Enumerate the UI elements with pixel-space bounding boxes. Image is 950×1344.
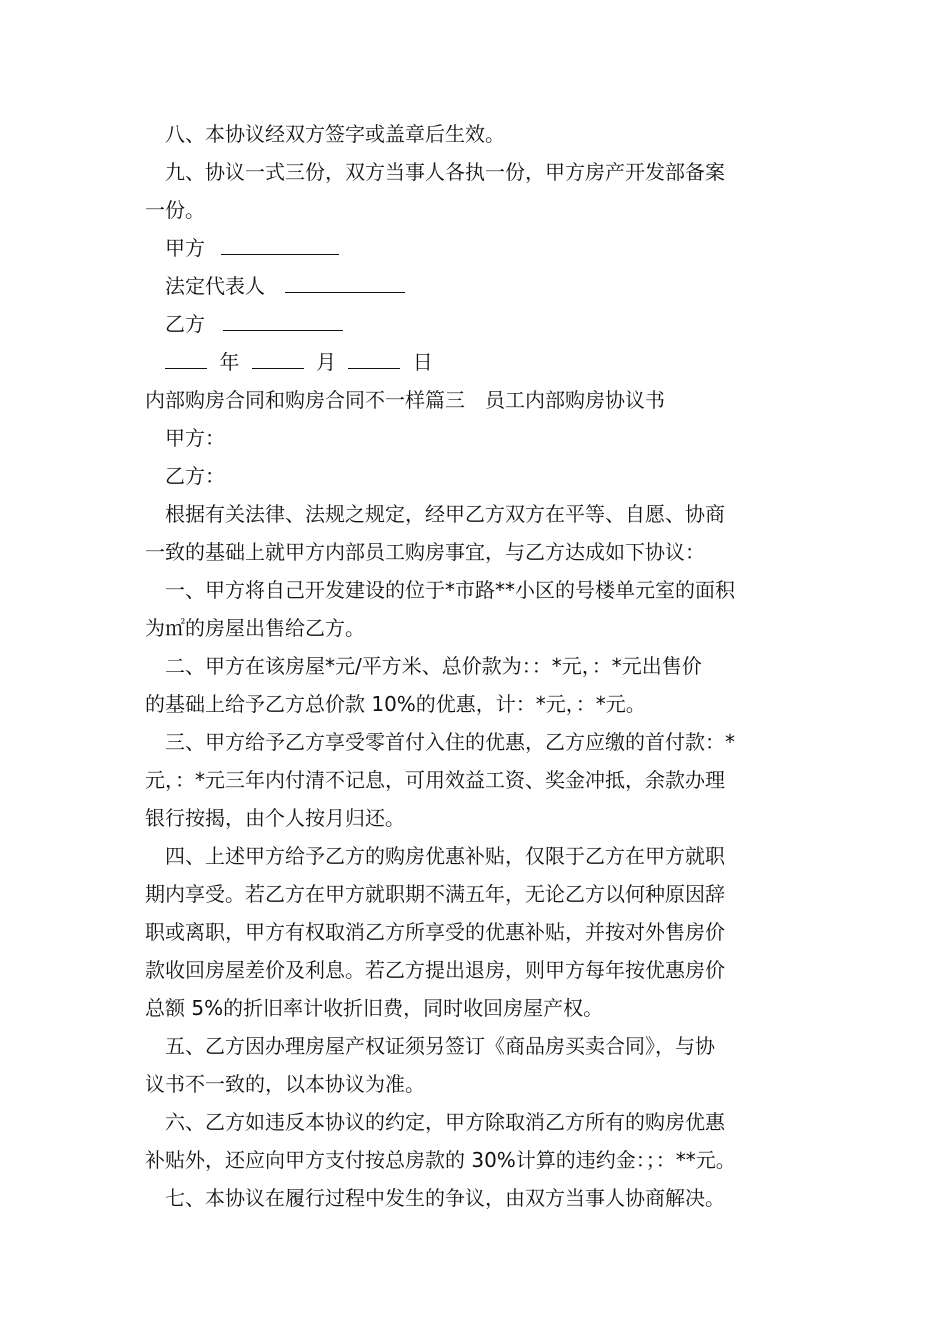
body-line: 补贴外，还应向甲方支付按总房款的 30%计算的违约金：；：**元。 <box>145 1148 736 1172</box>
body-line: 职或离职，甲方有权取消乙方所享受的优惠补贴，并按对外售房价 <box>145 920 725 944</box>
party-b-label: 乙方 <box>165 312 205 336</box>
party-a-line: 甲方： <box>165 426 225 450</box>
signature-legal-rep <box>165 272 405 300</box>
body-line: 五、乙方因办理房屋产权证须另签订《商品房买卖合同》，与协 <box>165 1034 715 1058</box>
body-line: 二、甲方在该房屋*元/平方米、总价款为：：*元，：*元出售价 <box>165 654 702 678</box>
party-a-label: 甲方 <box>165 236 205 260</box>
body-line: 一致的基础上就甲方内部员工购房事宜，与乙方达成如下协议： <box>145 540 705 564</box>
section-title: 内部购房合同和购房合同不一样篇三 员工内部购房协议书 <box>145 388 665 412</box>
month-blank <box>252 348 304 369</box>
body-line: 银行按揭，由个人按月归还。 <box>145 806 405 830</box>
body-line: 期内享受。若乙方在甲方就职期不满五年，无论乙方以何种原因辞 <box>145 882 725 906</box>
body-line: 为㎡的房屋出售给乙方。 <box>145 616 365 640</box>
party-a-blank <box>221 234 339 255</box>
signature-party-a <box>165 234 339 262</box>
body-line: 根据有关法律、法规之规定，经甲乙方双方在平等、自愿、协商 <box>165 502 725 526</box>
body-line: 款收回房屋差价及利息。若乙方提出退房，则甲方每年按优惠房价 <box>145 958 725 982</box>
clause-9-line-2: 一份。 <box>145 198 205 222</box>
body-line: 总额 5%的折旧率计收折旧费，同时收回房屋产权。 <box>145 996 604 1020</box>
legal-rep-blank <box>285 272 405 293</box>
body-line: 四、上述甲方给予乙方的购房优惠补贴，仅限于乙方在甲方就职 <box>165 844 725 868</box>
body-line: 的基础上给予乙方总价款 10%的优惠，计：*元，：*元。 <box>145 692 646 716</box>
legal-rep-label: 法定代表人 <box>165 274 265 298</box>
clause-8: 八、本协议经双方签字或盖章后生效。 <box>165 122 505 146</box>
month-label: 月 <box>316 350 337 374</box>
signature-party-b <box>165 310 343 338</box>
signature-date <box>165 348 433 376</box>
party-b-line: 乙方： <box>165 464 225 488</box>
body-line: 七、本协议在履行过程中发生的争议，由双方当事人协商解决。 <box>165 1186 725 1210</box>
body-line: 一、甲方将自己开发建设的位于*市路**小区的号楼单元室的面积 <box>165 578 735 602</box>
body-line: 三、甲方给予乙方享受零首付入住的优惠，乙方应缴的首付款：* <box>165 730 735 754</box>
clause-9-line-1: 九、协议一式三份，双方当事人各执一份，甲方房产开发部备案 <box>165 160 725 184</box>
party-b-blank <box>223 310 343 331</box>
body-line: 六、乙方如违反本协议的约定，甲方除取消乙方所有的购房优惠 <box>165 1110 725 1134</box>
year-blank <box>165 348 207 369</box>
body-line: 元，：*元三年内付清不记息，可用效益工资、奖金冲抵，余款办理 <box>145 768 725 792</box>
day-label: 日 <box>412 350 433 374</box>
body-line: 议书不一致的，以本协议为准。 <box>145 1072 425 1096</box>
day-blank <box>348 348 400 369</box>
year-label: 年 <box>219 350 240 374</box>
